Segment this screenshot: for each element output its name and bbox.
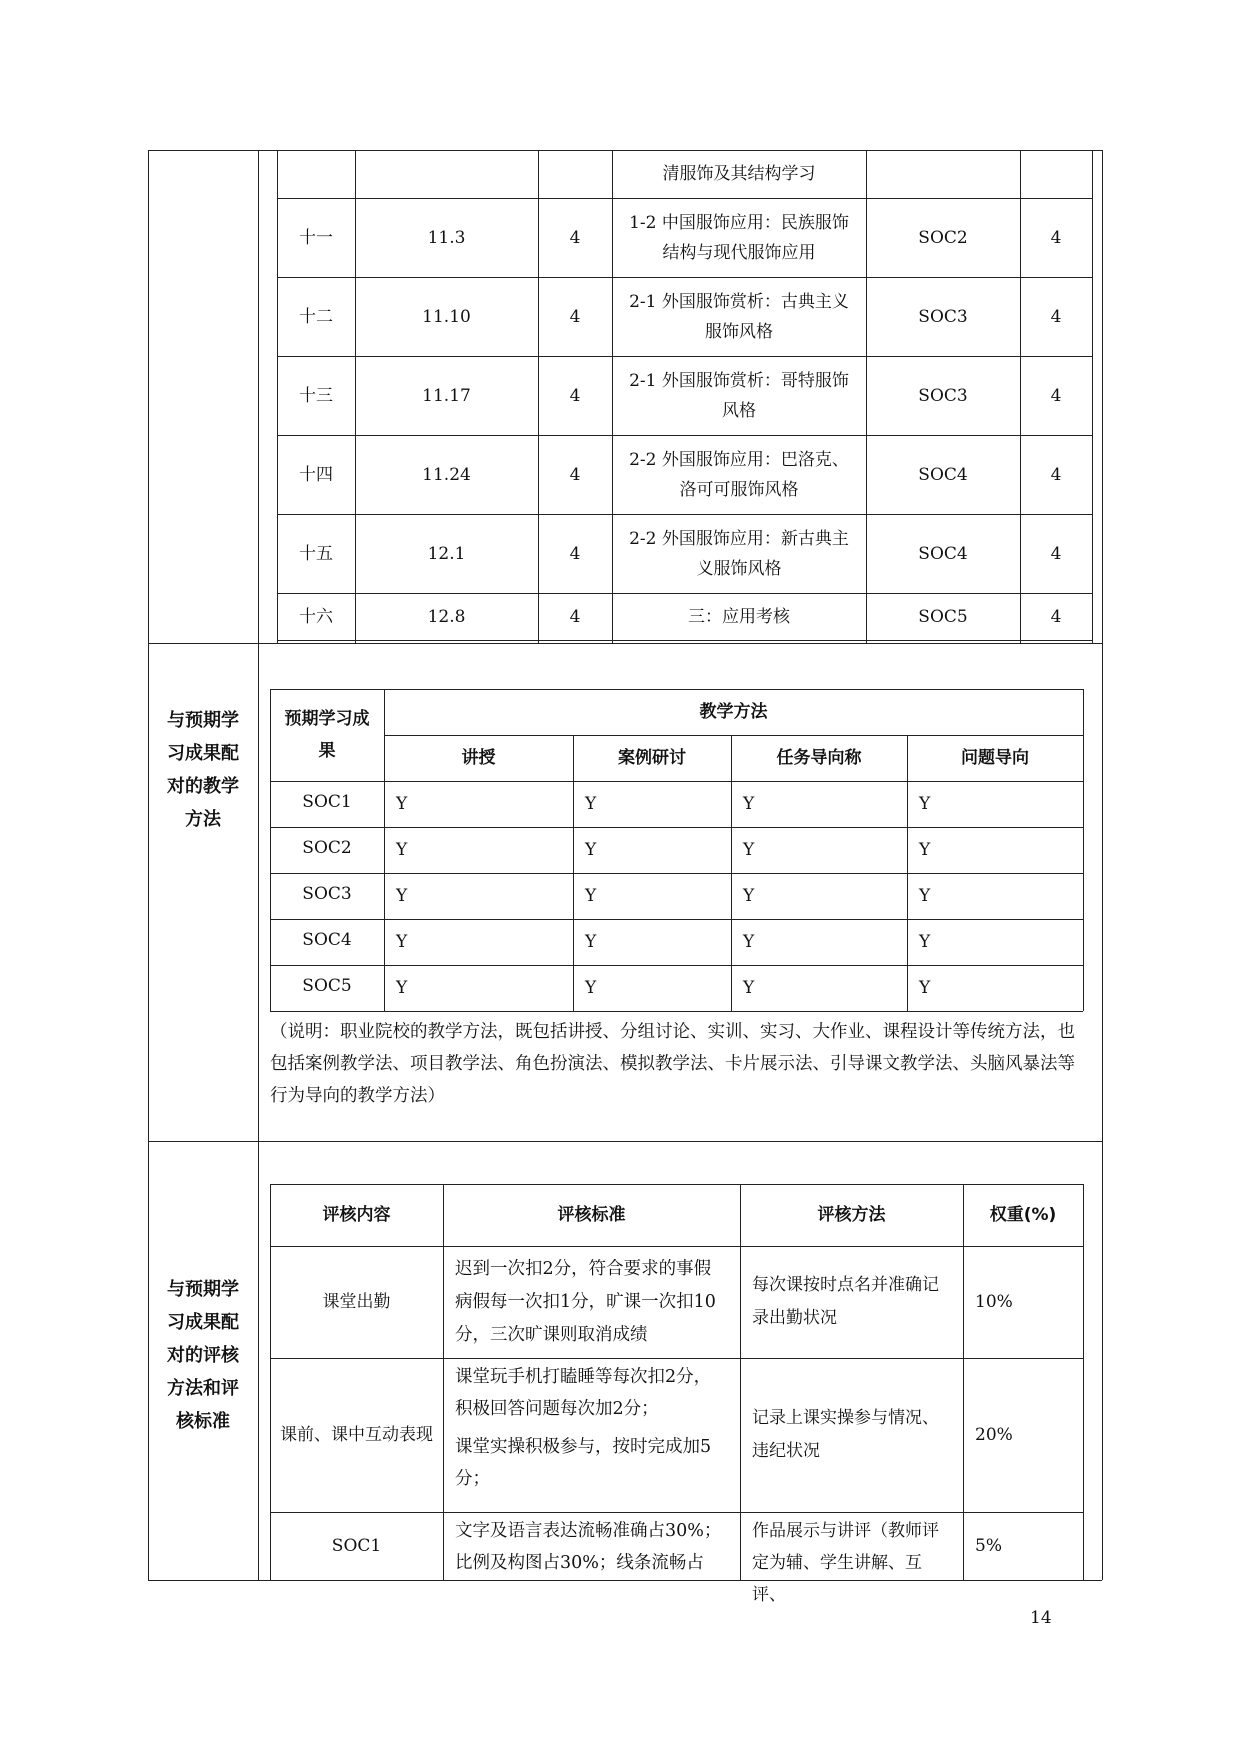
methods-outcome-cell: SOC5: [302, 976, 352, 996]
schedule-count-cell: 4: [1050, 385, 1062, 406]
schedule-date-cell: 11.24: [422, 464, 471, 485]
schedule-date-cell: 12.1: [427, 543, 466, 564]
schedule-hours-cell: 4: [569, 464, 581, 485]
schedule-outcome-cell: SOC5: [918, 606, 968, 627]
methods-value-cell: Y: [396, 794, 408, 814]
schedule-week-cell: 十四: [299, 464, 333, 485]
methods-column-header: 问题导向: [961, 748, 1029, 768]
methods-section-label: 与预期学习成果配对的教学方法: [167, 710, 239, 830]
schedule-date-cell: 11.10: [422, 306, 471, 327]
methods-column-header: 讲授: [461, 748, 496, 768]
methods-value-cell: Y: [919, 932, 931, 952]
schedule-content-cell: 2-1 外国服饰赏析：哥特服饰风格: [629, 370, 849, 421]
methods-value-cell: Y: [743, 932, 755, 952]
assessment-header-standard: 评核标准: [557, 1205, 626, 1225]
methods-value-cell: Y: [919, 978, 931, 998]
methods-value-cell: Y: [396, 840, 408, 860]
schedule-grid-line: [277, 640, 1092, 641]
schedule-hours-cell: 4: [569, 543, 581, 564]
schedule-hours-cell: 4: [569, 606, 581, 627]
methods-value-cell: Y: [396, 886, 408, 906]
methods-column-header: 案例研讨: [618, 748, 686, 768]
schedule-outcome-cell: SOC3: [918, 385, 968, 406]
assessment-header-weight: 权重(%): [989, 1205, 1057, 1225]
assessment-standard-line: 课堂实操积极参与，按时完成加5分；: [455, 1437, 712, 1489]
schedule-date-cell: 12.8: [427, 606, 466, 627]
assessment-weight-cell: 20%: [975, 1425, 1013, 1445]
schedule-outcome-cell: SOC2: [918, 227, 968, 248]
methods-value-cell: Y: [585, 840, 597, 860]
schedule-week-cell: 十一: [299, 227, 333, 248]
methods-value-cell: Y: [585, 978, 597, 998]
page-number: 14: [1030, 1608, 1052, 1628]
assessment-standard-cell: [443, 1361, 740, 1511]
methods-value-cell: Y: [743, 794, 755, 814]
assessment-method-cell: 记录上课实操参与情况、违纪状况: [752, 1408, 939, 1461]
schedule-hours-cell: 4: [569, 227, 581, 248]
schedule-count-cell: 4: [1050, 606, 1062, 627]
methods-value-cell: Y: [396, 932, 408, 952]
schedule-content-cell: 2-2 外国服饰应用：巴洛克、洛可可服饰风格: [629, 449, 849, 500]
methods-value-cell: Y: [743, 840, 755, 860]
methods-grid-line: [1083, 689, 1084, 1011]
methods-value-cell: Y: [919, 886, 931, 906]
section-divider-2: [148, 1141, 1102, 1142]
schedule-count-cell: 4: [1050, 543, 1062, 564]
methods-value-cell: Y: [743, 886, 755, 906]
assessment-item-cell: SOC1: [331, 1536, 382, 1556]
assessment-section-label: 与预期学习成果配对的评核方法和评核标准: [167, 1278, 239, 1432]
methods-grid-line: [270, 1011, 1083, 1012]
methods-value-cell: Y: [743, 978, 755, 998]
outer-right-border: [1102, 150, 1103, 1580]
label-column-border: [258, 150, 259, 1580]
methods-outcome-cell: SOC3: [302, 884, 352, 904]
schedule-content-cell: 2-1 外国服饰赏析：古典主义服饰风格: [629, 291, 849, 342]
methods-value-cell: Y: [585, 932, 597, 952]
methods-column-header: 任务导向称: [776, 748, 862, 768]
schedule-count-cell: 4: [1050, 464, 1062, 485]
methods-value-cell: Y: [919, 794, 931, 814]
assessment-weight-cell: 10%: [975, 1292, 1013, 1312]
schedule-content-cell: 2-2 外国服饰应用：新古典主义服饰风格: [629, 528, 849, 579]
schedule-count-cell: 4: [1050, 227, 1062, 248]
methods-value-cell: Y: [585, 794, 597, 814]
methods-outcome-header: 预期学习成果: [284, 709, 370, 761]
assessment-header-item: 评核内容: [322, 1205, 391, 1225]
schedule-content-cell: 三：应用考核: [688, 606, 790, 627]
schedule-content-cell: 清服饰及其结构学习: [662, 164, 816, 184]
outer-left-border: [148, 150, 149, 1580]
schedule-outcome-cell: SOC3: [918, 306, 968, 327]
assessment-method-cell: 每次课按时点名并准确记录出勤状况: [752, 1275, 939, 1328]
methods-outcome-cell: SOC4: [302, 930, 352, 950]
methods-header: 教学方法: [699, 702, 768, 722]
assessment-weight-cell: 5%: [975, 1536, 1002, 1556]
outer-bottom-border: [148, 1580, 1102, 1581]
schedule-outcome-cell: SOC4: [918, 543, 968, 564]
schedule-hours-cell: 4: [569, 385, 581, 406]
schedule-hours-cell: 4: [569, 306, 581, 327]
methods-value-cell: Y: [396, 978, 408, 998]
assessment-item-cell: 课堂出勤: [322, 1292, 391, 1312]
assessment-method-cell: 作品展示与讲评（教师评定为辅、学生讲解、互评、: [752, 1521, 939, 1605]
schedule-week-cell: 十三: [299, 385, 333, 406]
assessment-standard-line: 课堂玩手机打瞌睡等每次扣2分，积极回答问题每次加2分；: [455, 1367, 712, 1419]
schedule-content-cell: 1-2 中国服饰应用：民族服饰结构与现代服饰应用: [629, 212, 849, 263]
methods-value-cell: Y: [919, 840, 931, 860]
assessment-standard-cell: 文字及语言表达流畅准确占30%；比例及构图占30%；线条流畅占: [455, 1521, 722, 1573]
schedule-count-cell: 4: [1050, 306, 1062, 327]
schedule-outcome-cell: SOC4: [918, 464, 968, 485]
assessment-item-cell: 课前、课中互动表现: [280, 1424, 433, 1445]
section-divider-1: [148, 643, 1102, 644]
methods-value-cell: Y: [585, 886, 597, 906]
methods-note: （说明：职业院校的教学方法，既包括讲授、分组讨论、实训、实习、大作业、课程设计等传统方法，也包括案例教学法、项目教学法、角色扮演法、模拟教学法、卡片展示法、引导课文教学法、头脑风暴法等行为导向的教学方法）: [270, 1022, 1075, 1106]
schedule-date-cell: 11.3: [427, 227, 466, 248]
schedule-grid-line: [1092, 150, 1093, 643]
methods-outcome-cell: SOC1: [302, 792, 352, 812]
schedule-date-cell: 11.17: [422, 385, 471, 406]
methods-outcome-cell: SOC2: [302, 838, 352, 858]
schedule-week-cell: 十五: [299, 543, 333, 564]
schedule-week-cell: 十六: [299, 606, 333, 627]
schedule-week-cell: 十二: [299, 306, 333, 327]
assessment-grid-line: [1083, 1184, 1084, 1580]
assessment-header-method: 评核方法: [817, 1205, 886, 1225]
assessment-standard-cell: 迟到一次扣2分，符合要求的事假病假每一次扣1分，旷课一次扣10分，三次旷课则取消成绩: [455, 1258, 716, 1345]
